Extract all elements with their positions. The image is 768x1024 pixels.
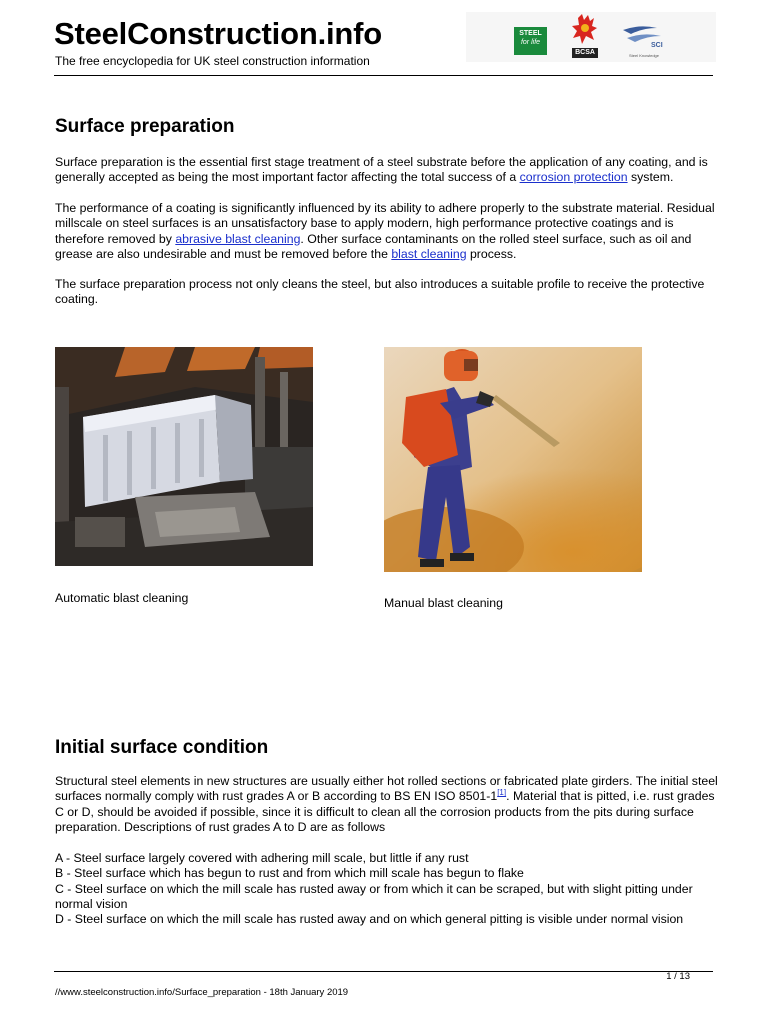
performance-paragraph — [55, 201, 719, 262]
rust-grade-b: B - Steel surface which has begun to rust and from which mill scale has begun to flake — [55, 866, 524, 881]
site-title: SteelConstruction.info — [54, 16, 382, 51]
steel-for-life-logo — [514, 27, 547, 55]
automatic-blast-cleaning-photo — [55, 347, 313, 566]
performance-text-1: The performance of a coating is significantly influenced by its ability to adhere properly to the substrate material. Residual millscale on steel surfaces is an unsatisfactory base to apply modern, high performance protective coatings and is therefore removed by — [55, 201, 715, 246]
sci-logo — [621, 22, 667, 58]
rust-grades-list — [55, 851, 719, 927]
steel-logo-text: STEEL — [519, 30, 542, 37]
reference-1-link[interactable]: [1] — [497, 788, 507, 798]
page-number: 1 / 13 — [666, 971, 690, 982]
sci-logo-tagline: Steel Knowledge — [628, 53, 660, 58]
blast-cleaning-link[interactable]: blast cleaning — [391, 246, 467, 261]
rust-grade-d: D - Steel surface on which the mill scale has rusted away and on which general pitting is visible under normal vision — [55, 912, 684, 927]
bcsa-logo — [570, 14, 600, 60]
bcsa-crest-icon — [570, 14, 600, 48]
rust-grades-intro-paragraph — [55, 774, 719, 835]
sci-logo-text: SCI — [651, 42, 663, 49]
intro-paragraph — [55, 155, 719, 186]
profile-paragraph: The surface preparation process not only cleans the steel, but also introduces a suitable profile to receive the protective coating. — [55, 277, 705, 307]
automatic-blast-cleaning-caption: Automatic blast cleaning — [55, 591, 189, 605]
abrasive-blast-cleaning-link[interactable]: abrasive blast cleaning — [175, 231, 301, 246]
footer-divider — [54, 971, 713, 972]
manual-blast-cleaning-caption: Manual blast cleaning — [384, 596, 503, 610]
performance-text-3: process. — [466, 246, 517, 261]
intro-text-after: system. — [627, 170, 674, 185]
steel-logo-subtext: for life — [520, 38, 541, 46]
rust-intro-text-before: Structural steel elements in new structures are usually either hot rolled sections or fabricated plate girders. The initial steel surfaces normally comply with rust grades A or B according to BS EN ISO 8501-1 — [55, 774, 718, 804]
manual-blast-cleaning-photo — [384, 347, 642, 572]
intro-text-before: Surface preparation is the essential first stage treatment of a steel substrate before the application of any coating, and is generally accepted as being the most important factor affecting the total success of a — [55, 155, 708, 185]
rust-intro-text-after: . Material that is pitted, i.e. rust grades C or D, should be avoided if possible, since it is difficult to clean all the corrosion products from the pits during surface preparation. Descriptions of rust grades A to D are as follows — [55, 789, 715, 834]
header-divider — [54, 75, 713, 76]
performance-text-2: . Other surface contaminants on the rolled steel surface, such as oil and grease are also undesirable and must be removed before the — [55, 231, 692, 261]
bcsa-logo-text: BCSA — [572, 48, 598, 58]
sci-swoosh-icon — [621, 22, 667, 50]
rust-grade-a: A - Steel surface largely covered with adhering mill scale, but little if any rust — [55, 851, 469, 865]
rust-grade-c: C - Steel surface on which the mill scale has rusted away or from which it can be scraped, but with slight pitting under normal vision — [55, 881, 693, 911]
partner-logos — [466, 12, 716, 62]
corrosion-protection-link[interactable]: corrosion protection — [519, 170, 628, 185]
section-heading-initial-surface-condition: Initial surface condition — [55, 737, 269, 758]
footer-url: //www.steelconstruction.info/Surface_preparation - 18th January 2019 — [55, 987, 349, 998]
section-heading-surface-preparation: Surface preparation — [55, 116, 235, 137]
site-tagline: The free encyclopedia for UK steel construction information — [55, 54, 370, 68]
